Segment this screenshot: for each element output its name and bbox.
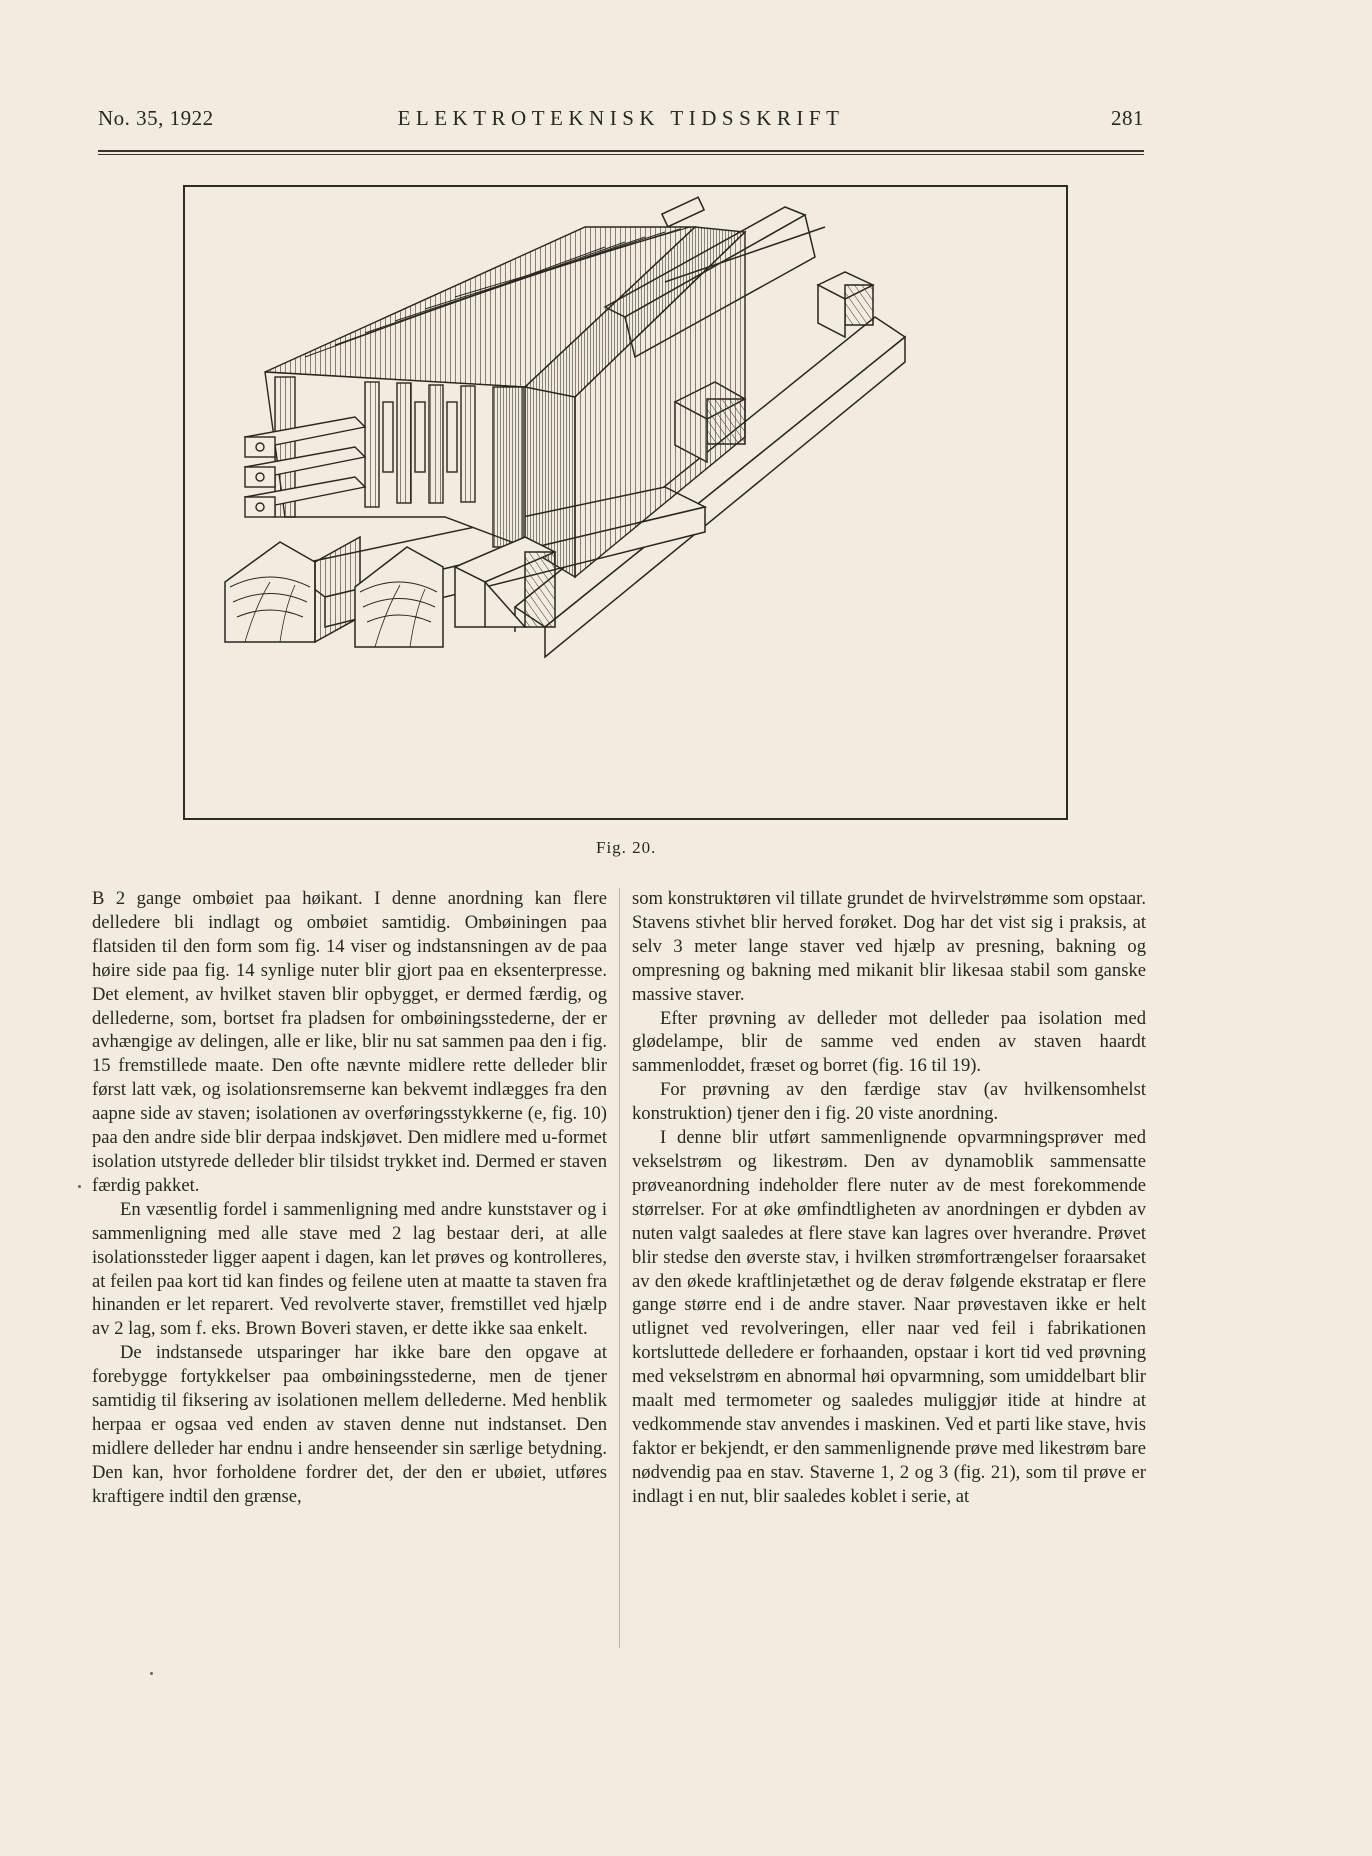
left-column	[92, 887, 607, 1509]
left-paragraph-1: B 2 gange ombøiet paa høikant. I denne anordning kan flere delledere bli indlagt og ombøiet samtidig. Ombøiningen paa flatsiden til den form som fig. 14 viser og indstansningen av de paa høire side paa fig. 14 synlige nuter blir gjort paa en eksenterpresse. Det element, av hvilket staven blir opbygget, er dermed færdig, og dellederne, som, bortset fra pladsen for ombøiningsstederne, der er avhængige av delingen, alle er like, blir nu sat sammen paa den i fig. 15 fremstillede maate. Den ofte nævnte midlere rette delleder blir først latt væk, og isolationsremserne kan bekvemt indlægges fra den aapne side av staven; isolationen av overføringsstykkerne (e, fig. 10) paa den andre side blir derpaa indskjøvet. Den midlere med u-formet isolation utstyrede delleder blir tilsidst trykket ind. Dermed er staven færdig pakket.	[92, 888, 607, 1196]
header-rule-thin	[98, 154, 1144, 155]
front-left-wood-block	[225, 537, 360, 642]
paper-speck	[78, 1185, 81, 1188]
header-rule	[98, 150, 1144, 152]
right-paragraph-3: For prøvning av den færdige stav (av hvilkensomhelst konstruktion) tjener den i fig. 20 viste anordning.	[632, 1079, 1146, 1125]
figure-20-frame	[183, 185, 1068, 820]
right-column	[632, 887, 1146, 1509]
running-head	[98, 106, 1144, 136]
left-paragraph-3: De indstansede utsparinger har ikke bare den opgave at forebygge fortykkelser paa ombøiningsstederne, men de tjener samtidig til fiksering av isolationen mellem dellederne. Med henblik herpaa er ogsaa ved enden av staven denne nut indstanset. Den midlere delleder har endnu i andre henseender sin særlige betydning. Den kan, hvor forholdene fordrer det, der den er ubøiet, utføres kraftigere indtil den grænse,	[92, 1342, 607, 1507]
issue-label: No. 35, 1922	[98, 106, 214, 130]
test-stand-illustration	[185, 187, 1066, 818]
right-paragraph-4: I denne blir utført sammenlignende opvarmningsprøver med vekselstrøm og likestrøm. Den av dynamoblik sammensatte prøveanordning indeholder flere nuter av de mest forekommende størrelser. For at øke ømfindtligheten av anordningen er dybden av nuten valgt saaledes at flere stave kan lagres over hverandre. Prøvet blir stedse den øverste stav, i hvilken strømfortrængelser foraarsaket av den økede kraftlinjetæthet og de derav følgende ekstratap er flere gange større end i de andre staver. Naar prøvestaven ikke er helt utlignet ved revolveringen, eller naar ved feil i fabrikationen kortsluttede delledere er forhaanden, opstaar i kort tid ved prøvning med vekselstrøm en abnormal høi opvarmning, som umiddelbart blir maalt med termometer og saaledes muliggjør itide at hindre at vedkommende stav anvendes i maskinen. Ved et parti like stave, hvis faktor er bekjendt, er den sammenlignende prøve med likestrøm bare nødvendig paa en stav. Staverne 1, 2 og 3 (fig. 21), som til prøve er indlagt i en nut, blir saaledes koblet i serie, at	[632, 1127, 1146, 1507]
right-paragraph-1: som konstruktøren vil tillate grundet de hvirvelstrømme som opstaar. Stavens stivhet blir herved forøket. Dog har det vist sig i praksis, at selv 3 meter lange staver ved hjælp av presning, bakning og ompresning og bakning med mikanit blir likesaa stabil som ganske massive staver.	[632, 888, 1146, 1005]
column-divider	[619, 888, 620, 1648]
page-number: 281	[1111, 106, 1144, 130]
journal-title: ELEKTROTEKNISK TIDSSKRIFT	[397, 106, 845, 130]
right-paragraph-2: Efter prøvning av delleder mot delleder paa isolation med glødelampe, blir de samme ved enden av staven haardt sammenloddet, fræset og borret (fig. 16 til 19).	[632, 1007, 1146, 1077]
paper-speck	[150, 1672, 153, 1675]
figure-caption: Fig. 20.	[596, 838, 657, 857]
left-paragraph-2: En væsentlig fordel i sammenligning med andre kunststaver og i sammenligning med alle stave med 2 lag bestaar deri, at alle isolationssteder ligger aapent i dagen, kan let prøves og kontrolleres, at feilen paa kort tid kan findes og feilene uten at maatte ta staven fra hinanden er let reparert. Ved revolverte staver, fremstillet ved hjælp av 2 lag, som f. eks. Brown Boveri staven, er dette ikke saa enkelt.	[92, 1198, 607, 1340]
